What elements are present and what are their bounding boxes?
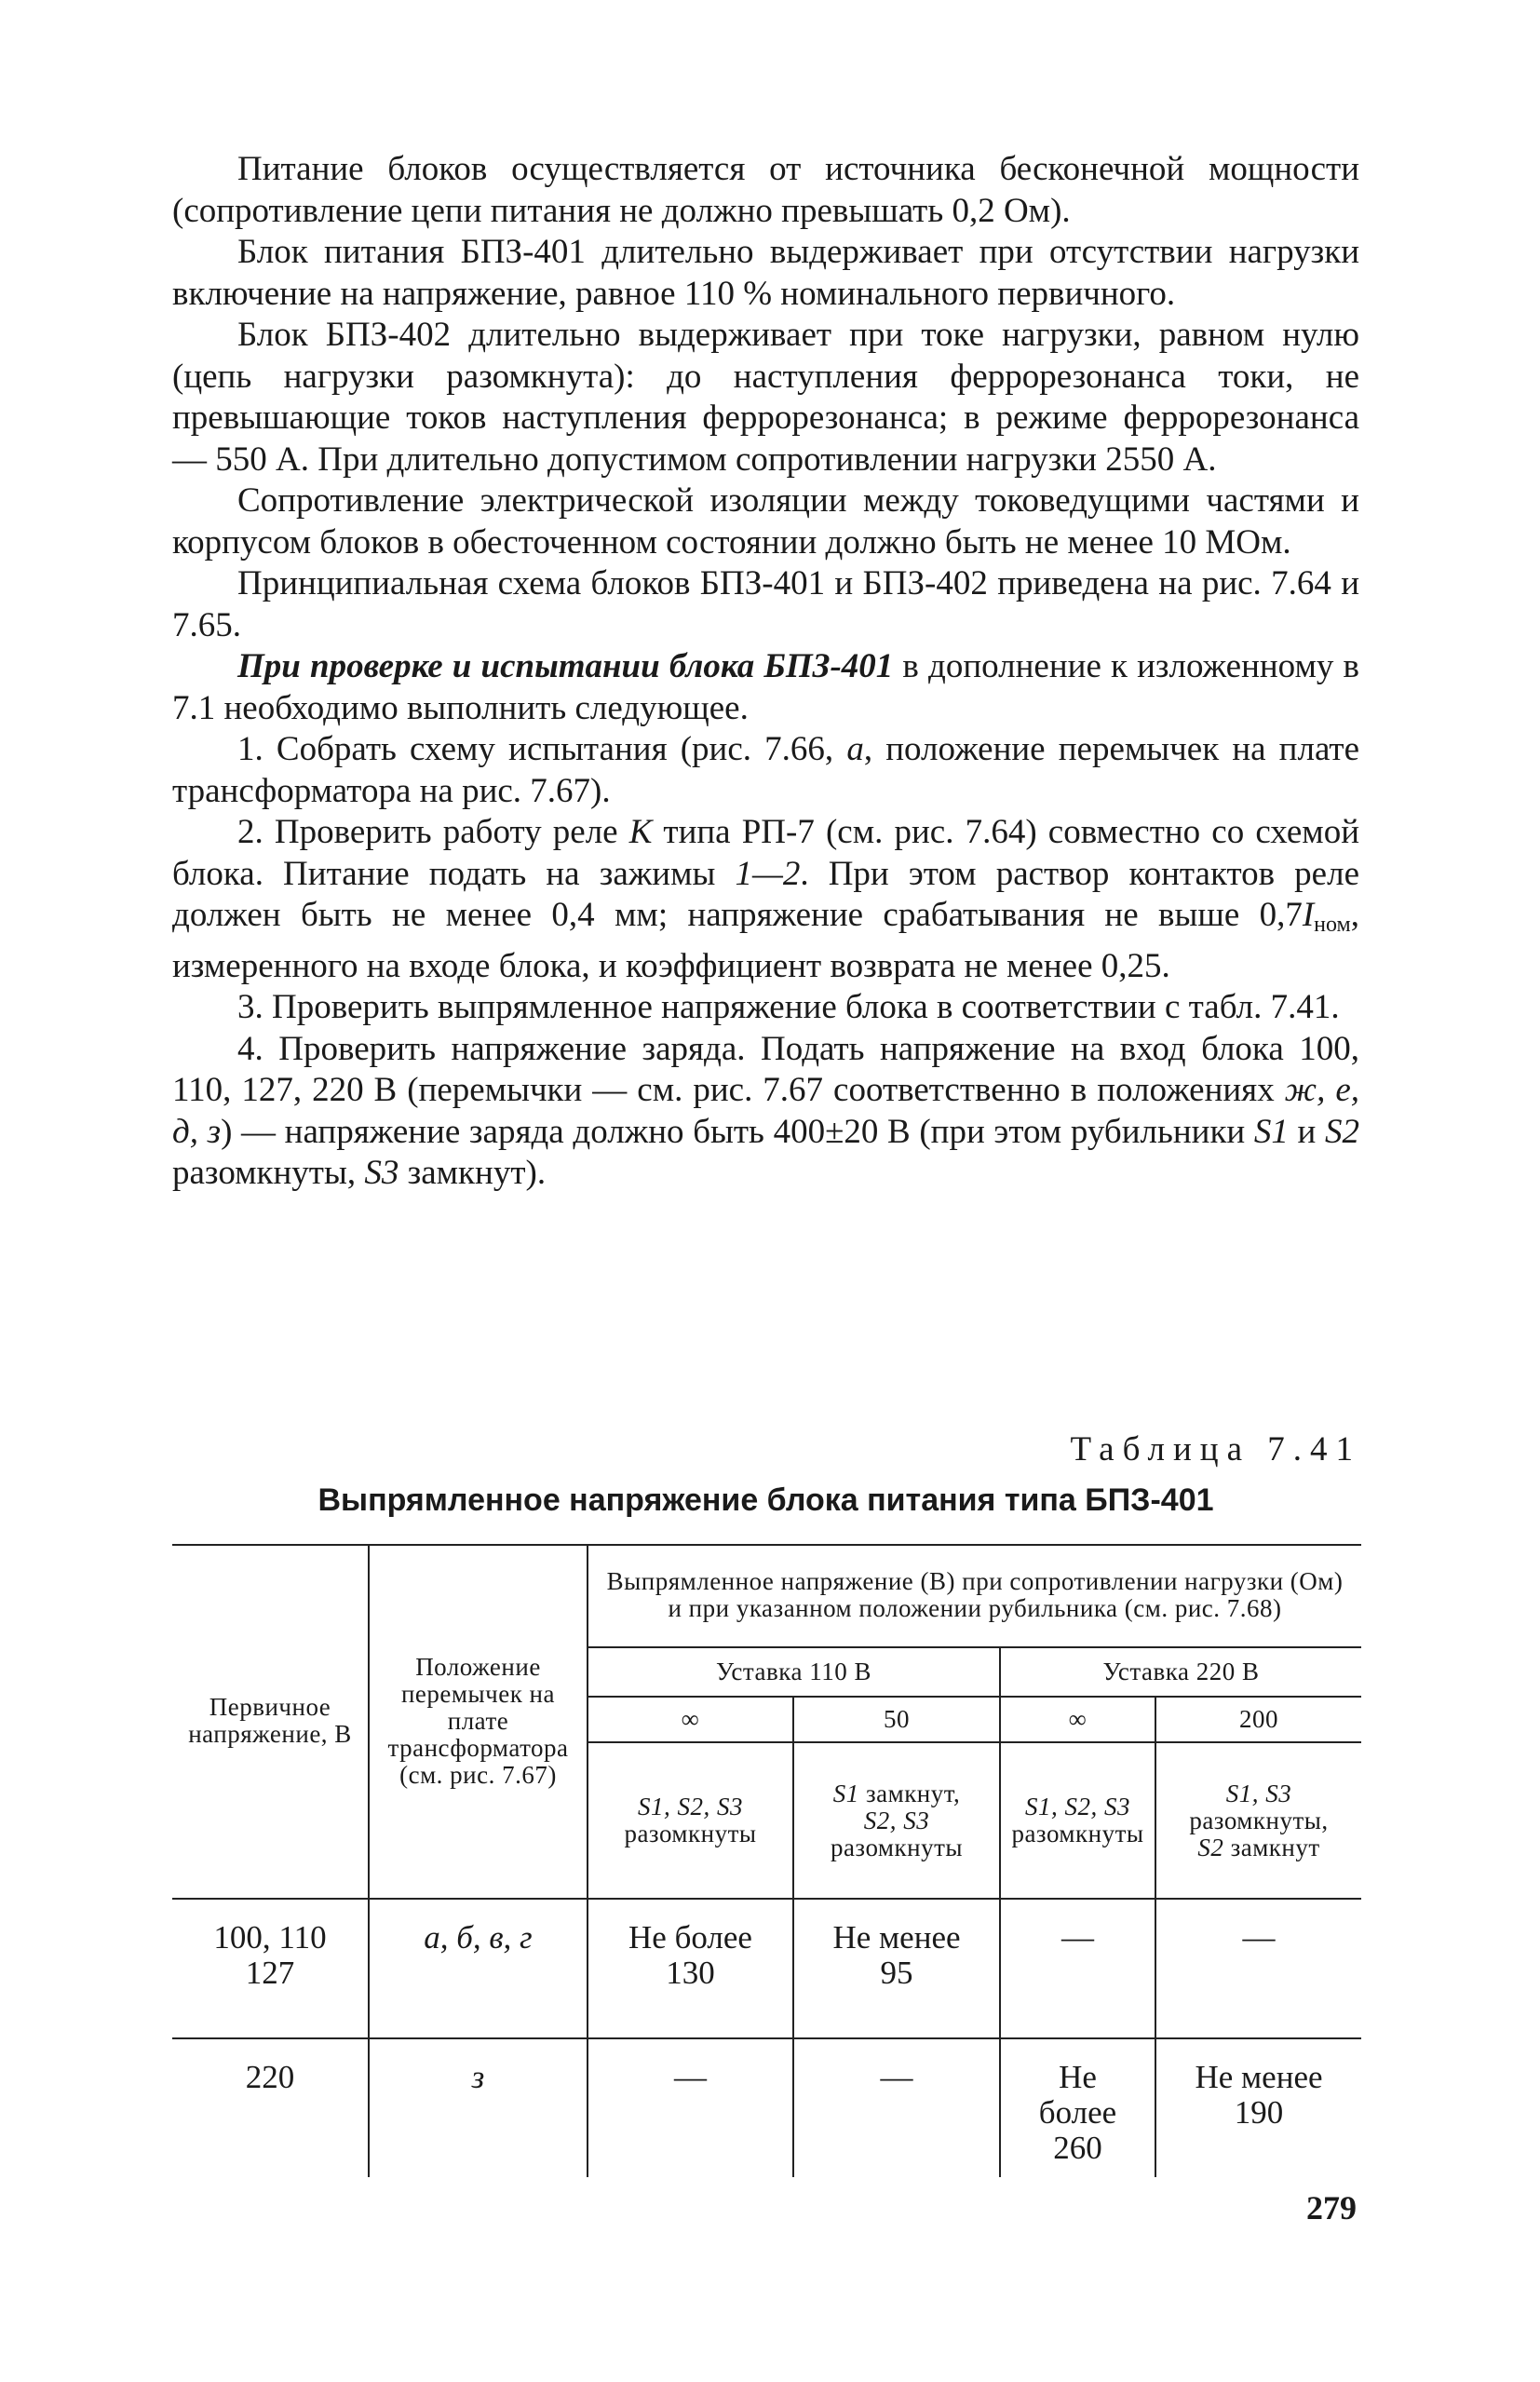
- col-header-jumper-position: Положение перемычек на плате трансформатора (см. рис. 7.67): [387, 1652, 569, 1789]
- switch-state-2: S1 замкнут, S2, S3 разомкнуты: [830, 1779, 964, 1861]
- step-1-text: 1. Собрать схему испытания (рис. 7.66,: [237, 730, 847, 768]
- current-symbol: I: [1302, 896, 1315, 934]
- step-2-text-c: . При этом раствор контактов реле должен быть не менее 0,4 мм; напряжение срабатывания не выше 0,7: [172, 854, 1359, 934]
- col-header-primary-voltage: Первичное напряжение, В: [188, 1693, 352, 1748]
- step-4-text-c: и: [1288, 1112, 1325, 1151]
- switch-s2: S2: [1325, 1112, 1359, 1151]
- terminal-numbers: 1—2: [735, 854, 801, 893]
- load-resistance-inf-2: ∞: [1068, 1705, 1087, 1733]
- paragraph-bpz402-ferroresonance: Блок БПЗ-402 длительно выдерживает при токе нагрузки, равном нулю (цепь нагрузки разомкнута): до наступления феррорезонанса токи, не превышающие токов наступления феррорезонанса; в режиме феррорезонанса — 550 А. При длительно допустимом сопротивлении нагрузки 2550 А.: [172, 316, 1359, 479]
- body-text: [172, 149, 1359, 1195]
- switch-state-1: S1, S2, S3 разомкнуты: [624, 1793, 757, 1847]
- page-number: 279: [1306, 2189, 1357, 2226]
- table-row-1-voltage: 100, 110 127: [213, 1919, 327, 1991]
- table-row-2-value-3: Не более 260: [1038, 2059, 1117, 2166]
- switch-s1: S1: [1253, 1112, 1289, 1151]
- step-4-text-e: замкнут).: [399, 1154, 547, 1192]
- table-row-1-value-4: —: [1242, 1919, 1276, 1956]
- step-1-letter: а: [846, 730, 864, 768]
- table-row-1-position: а, б, в, г: [424, 1919, 533, 1956]
- step-1-text-end: , положение перемычек на плате трансформатора на рис. 7.67).: [172, 730, 1360, 810]
- paragraph-step-2: [172, 812, 1359, 987]
- voltage-table: [172, 1544, 1361, 2382]
- table-row-2-voltage: 220: [245, 2059, 295, 2095]
- jumper-positions: ж, е, д, з: [172, 1071, 1359, 1151]
- test-intro-lead: При проверке и испытании блока БПЗ-401: [237, 647, 894, 685]
- table-row-2-value-1: —: [674, 2059, 707, 2095]
- table-number: Таблица 7.41: [1070, 1430, 1361, 1468]
- step-2-text-d: , измеренного на входе блока, и коэффициент возврата не менее 0,25.: [172, 896, 1359, 985]
- paragraph-step-1: [172, 729, 1359, 812]
- switch-state-3: S1, S2, S3 разомкнуты: [1011, 1793, 1144, 1847]
- paragraph-step-4: [172, 1029, 1359, 1195]
- test-intro-rest: в дополнение к изложенному в 7.1 необходимо выполнить следующее.: [172, 647, 1359, 727]
- paragraph-test-intro: [172, 646, 1359, 729]
- current-subscript: ном: [1314, 913, 1351, 937]
- step-4-text-d: разомкнуты,: [172, 1154, 365, 1192]
- col-header-setting-110: Уставка 110 В: [716, 1658, 871, 1685]
- switch-s3: S3: [364, 1154, 399, 1192]
- col-header-rectified-voltage: Выпрямленное напряжение (В) при сопротивлении нагрузки (Ом) и при указанном положении рубильника (см. рис. 7.68): [606, 1567, 1344, 1622]
- col-header-setting-220: Уставка 220 В: [1102, 1658, 1260, 1685]
- table-row-2-value-2: —: [880, 2059, 913, 2095]
- table-row-1-value-2: Не менее 95: [832, 1919, 961, 1991]
- table-row-2-position: з: [471, 2059, 485, 2095]
- paragraph-step-3: 3. Проверить выпрямленное напряжение блока в соответствии с табл. 7.41.: [237, 988, 1340, 1026]
- load-resistance-inf-1: ∞: [681, 1705, 700, 1733]
- table-row-1-value-3: —: [1061, 1919, 1094, 1956]
- switch-state-4: S1, S3 разомкнуты, S2 замкнут: [1189, 1779, 1329, 1861]
- paragraph-bpz401-overvoltage: Блок питания БПЗ-401 длительно выдерживает при отсутствии нагрузки включение на напряжение, равное 110 % номинального первичного.: [172, 233, 1359, 313]
- table-title: Выпрямленное напряжение блока питания типа БПЗ-401: [317, 1482, 1214, 1518]
- step-4-text-b: ) — напряжение заряда должно быть 400±20 В (при этом рубильники: [221, 1112, 1254, 1151]
- paragraph-insulation: Сопротивление электрической изоляции между токоведущими частями и корпусом блоков в обесточенном состоянии должно быть не менее 10 МОм.: [172, 481, 1359, 562]
- table-row-1-value-1: Не более 130: [628, 1919, 752, 1991]
- table-row-2-value-4: Не менее 190: [1195, 2059, 1323, 2131]
- step-4-text: 4. Проверить напряжение заряда. Подать напряжение на вход блока 100, 110, 127, 220 В (перемычки — см. рис. 7.67 соответственно в положениях: [172, 1029, 1359, 1109]
- step-2-text-b: типа РП-7 (см. рис. 7.64) совместно со схемой блока. Питание подать на зажимы: [172, 813, 1359, 893]
- paragraph-schematic-ref: Принципиальная схема блоков БПЗ-401 и БПЗ-402 приведена на рис. 7.64 и 7.65.: [172, 564, 1359, 644]
- load-resistance-50: 50: [884, 1705, 910, 1733]
- load-resistance-200: 200: [1239, 1705, 1278, 1733]
- relay-symbol: К: [628, 813, 653, 851]
- paragraph-power-source: Питание блоков осуществляется от источника бесконечной мощности (сопротивление цепи питания не должно превышать 0,2 Ом).: [172, 150, 1359, 230]
- step-2-text: 2. Проверить работу реле: [237, 813, 629, 851]
